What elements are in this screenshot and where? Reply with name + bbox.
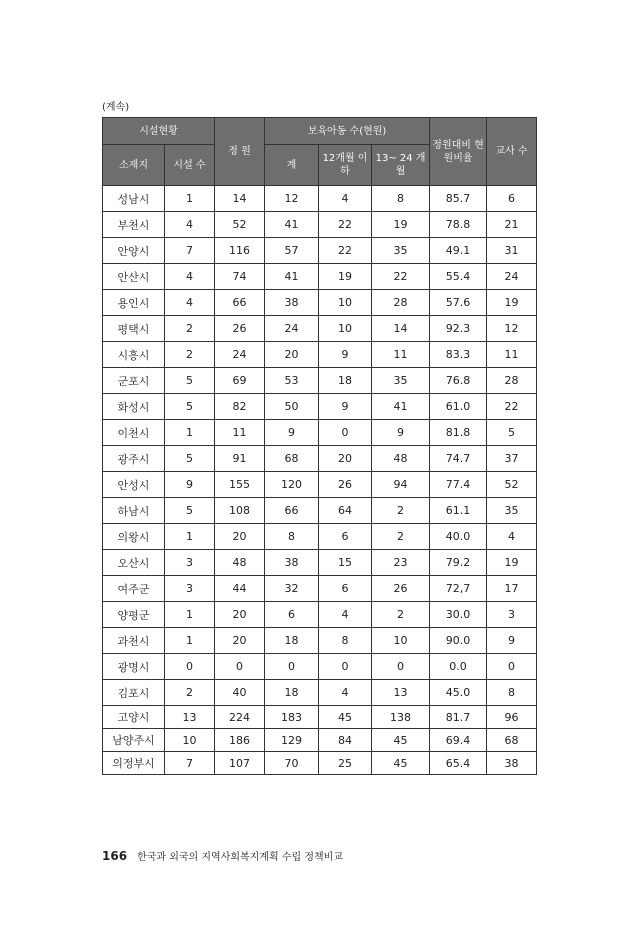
- cell-under-12m: 25: [319, 752, 372, 775]
- page-number: 166: [102, 849, 128, 863]
- cell-capacity: 107: [215, 752, 265, 775]
- cell-ratio: 78.8: [430, 212, 487, 238]
- cell-location: 군포시: [103, 368, 165, 394]
- cell-13-24m: 45: [372, 752, 430, 775]
- header-total: 계: [265, 145, 319, 186]
- cell-under-12m: 0: [319, 654, 372, 680]
- cell-under-12m: 4: [319, 680, 372, 706]
- cell-teachers: 38: [487, 752, 537, 775]
- cell-facility-count: 1: [165, 602, 215, 628]
- table-row: [103, 316, 537, 342]
- cell-capacity: 186: [215, 729, 265, 752]
- cell-13-24m: 94: [372, 472, 430, 498]
- cell-13-24m: 14: [372, 316, 430, 342]
- cell-location: 평택시: [103, 316, 165, 342]
- cell-facility-count: 3: [165, 576, 215, 602]
- cell-location: 여주군: [103, 576, 165, 602]
- cell-facility-count: 5: [165, 446, 215, 472]
- cell-total: 32: [265, 576, 319, 602]
- cell-location: 이천시: [103, 420, 165, 446]
- cell-location: 고양시: [103, 706, 165, 729]
- cell-13-24m: 23: [372, 550, 430, 576]
- cell-teachers: 28: [487, 368, 537, 394]
- cell-under-12m: 4: [319, 186, 372, 212]
- cell-13-24m: 41: [372, 394, 430, 420]
- cell-teachers: 21: [487, 212, 537, 238]
- table-row: [103, 290, 537, 316]
- cell-location: 과천시: [103, 628, 165, 654]
- table-row: [103, 654, 537, 680]
- cell-capacity: 155: [215, 472, 265, 498]
- cell-under-12m: 22: [319, 212, 372, 238]
- cell-ratio: 76.8: [430, 368, 487, 394]
- cell-ratio: 72,7: [430, 576, 487, 602]
- cell-total: 24: [265, 316, 319, 342]
- cell-capacity: 82: [215, 394, 265, 420]
- cell-facility-count: 1: [165, 420, 215, 446]
- cell-teachers: 68: [487, 729, 537, 752]
- cell-13-24m: 0: [372, 654, 430, 680]
- cell-capacity: 74: [215, 264, 265, 290]
- cell-capacity: 14: [215, 186, 265, 212]
- header-facility-status: 시설현황: [103, 118, 215, 145]
- cell-facility-count: 10: [165, 729, 215, 752]
- cell-facility-count: 5: [165, 498, 215, 524]
- cell-under-12m: 18: [319, 368, 372, 394]
- cell-under-12m: 15: [319, 550, 372, 576]
- cell-13-24m: 138: [372, 706, 430, 729]
- cell-facility-count: 0: [165, 654, 215, 680]
- cell-total: 183: [265, 706, 319, 729]
- cell-under-12m: 19: [319, 264, 372, 290]
- header-teachers: 교사 수: [487, 118, 537, 186]
- cell-under-12m: 9: [319, 342, 372, 368]
- cell-ratio: 83.3: [430, 342, 487, 368]
- cell-total: 9: [265, 420, 319, 446]
- cell-teachers: 6: [487, 186, 537, 212]
- cell-total: 66: [265, 498, 319, 524]
- cell-under-12m: 8: [319, 628, 372, 654]
- cell-location: 김포시: [103, 680, 165, 706]
- cell-teachers: 17: [487, 576, 537, 602]
- table-row: [103, 394, 537, 420]
- cell-capacity: 24: [215, 342, 265, 368]
- cell-teachers: 37: [487, 446, 537, 472]
- header-children-current: 보육아동 수(현원): [265, 118, 430, 145]
- cell-facility-count: 7: [165, 752, 215, 775]
- cell-capacity: 40: [215, 680, 265, 706]
- cell-total: 12: [265, 186, 319, 212]
- cell-under-12m: 20: [319, 446, 372, 472]
- cell-under-12m: 10: [319, 316, 372, 342]
- cell-ratio: 81.7: [430, 706, 487, 729]
- cell-location: 안산시: [103, 264, 165, 290]
- cell-capacity: 69: [215, 368, 265, 394]
- table-row: [103, 368, 537, 394]
- cell-capacity: 0: [215, 654, 265, 680]
- cell-facility-count: 4: [165, 264, 215, 290]
- table-row: [103, 472, 537, 498]
- cell-location: 남양주시: [103, 729, 165, 752]
- cell-teachers: 24: [487, 264, 537, 290]
- cell-ratio: 79.2: [430, 550, 487, 576]
- cell-teachers: 22: [487, 394, 537, 420]
- header-location: 소재지: [103, 145, 165, 186]
- cell-ratio: 74.7: [430, 446, 487, 472]
- cell-ratio: 49.1: [430, 238, 487, 264]
- table-row: [103, 212, 537, 238]
- cell-location: 의왕시: [103, 524, 165, 550]
- cell-location: 안성시: [103, 472, 165, 498]
- cell-location: 의정부시: [103, 752, 165, 775]
- cell-capacity: 48: [215, 550, 265, 576]
- cell-ratio: 61.1: [430, 498, 487, 524]
- table-row: [103, 186, 537, 212]
- cell-facility-count: 4: [165, 212, 215, 238]
- cell-total: 57: [265, 238, 319, 264]
- cell-teachers: 8: [487, 680, 537, 706]
- cell-location: 광주시: [103, 446, 165, 472]
- cell-teachers: 5: [487, 420, 537, 446]
- cell-13-24m: 45: [372, 729, 430, 752]
- cell-capacity: 116: [215, 238, 265, 264]
- cell-13-24m: 22: [372, 264, 430, 290]
- cell-facility-count: 2: [165, 316, 215, 342]
- table-row: [103, 706, 537, 729]
- header-capacity: 정 원: [215, 118, 265, 186]
- table-row: [103, 602, 537, 628]
- cell-total: 50: [265, 394, 319, 420]
- cell-under-12m: 26: [319, 472, 372, 498]
- cell-facility-count: 3: [165, 550, 215, 576]
- header-facility-count: 시설 수: [165, 145, 215, 186]
- cell-facility-count: 5: [165, 368, 215, 394]
- cell-capacity: 91: [215, 446, 265, 472]
- cell-location: 하남시: [103, 498, 165, 524]
- cell-13-24m: 28: [372, 290, 430, 316]
- cell-capacity: 20: [215, 602, 265, 628]
- cell-facility-count: 2: [165, 680, 215, 706]
- cell-total: 53: [265, 368, 319, 394]
- cell-location: 안양시: [103, 238, 165, 264]
- cell-facility-count: 2: [165, 342, 215, 368]
- cell-under-12m: 22: [319, 238, 372, 264]
- table-row: [103, 446, 537, 472]
- cell-ratio: 69.4: [430, 729, 487, 752]
- cell-under-12m: 9: [319, 394, 372, 420]
- table-row: [103, 420, 537, 446]
- table-row: [103, 628, 537, 654]
- cell-capacity: 11: [215, 420, 265, 446]
- cell-ratio: 40.0: [430, 524, 487, 550]
- cell-capacity: 26: [215, 316, 265, 342]
- cell-under-12m: 84: [319, 729, 372, 752]
- cell-under-12m: 10: [319, 290, 372, 316]
- cell-total: 68: [265, 446, 319, 472]
- cell-ratio: 85.7: [430, 186, 487, 212]
- cell-under-12m: 6: [319, 576, 372, 602]
- cell-under-12m: 64: [319, 498, 372, 524]
- table-row: [103, 680, 537, 706]
- cell-13-24m: 35: [372, 238, 430, 264]
- cell-location: 용인시: [103, 290, 165, 316]
- cell-total: 18: [265, 628, 319, 654]
- cell-ratio: 77.4: [430, 472, 487, 498]
- cell-teachers: 52: [487, 472, 537, 498]
- cell-ratio: 30.0: [430, 602, 487, 628]
- cell-facility-count: 1: [165, 524, 215, 550]
- table-row: [103, 550, 537, 576]
- cell-facility-count: 9: [165, 472, 215, 498]
- cell-ratio: 57.6: [430, 290, 487, 316]
- table-row: [103, 342, 537, 368]
- cell-ratio: 90.0: [430, 628, 487, 654]
- facility-status-table: [102, 117, 537, 775]
- cell-teachers: 12: [487, 316, 537, 342]
- cell-location: 화성시: [103, 394, 165, 420]
- cell-total: 41: [265, 212, 319, 238]
- cell-teachers: 11: [487, 342, 537, 368]
- cell-under-12m: 4: [319, 602, 372, 628]
- cell-ratio: 65.4: [430, 752, 487, 775]
- table-row: [103, 729, 537, 752]
- cell-total: 18: [265, 680, 319, 706]
- cell-capacity: 108: [215, 498, 265, 524]
- cell-facility-count: 1: [165, 628, 215, 654]
- continued-label: (계속): [102, 102, 130, 113]
- cell-total: 70: [265, 752, 319, 775]
- table-row: [103, 524, 537, 550]
- table-row: [103, 576, 537, 602]
- cell-13-24m: 9: [372, 420, 430, 446]
- cell-total: 6: [265, 602, 319, 628]
- cell-facility-count: 1: [165, 186, 215, 212]
- cell-under-12m: 6: [319, 524, 372, 550]
- cell-13-24m: 26: [372, 576, 430, 602]
- cell-total: 41: [265, 264, 319, 290]
- cell-total: 20: [265, 342, 319, 368]
- table-body: [103, 186, 537, 775]
- cell-teachers: 35: [487, 498, 537, 524]
- cell-under-12m: 0: [319, 420, 372, 446]
- cell-location: 오산시: [103, 550, 165, 576]
- cell-total: 0: [265, 654, 319, 680]
- cell-capacity: 20: [215, 524, 265, 550]
- cell-facility-count: 5: [165, 394, 215, 420]
- cell-total: 8: [265, 524, 319, 550]
- header-ratio: 정원대비 현원비율: [430, 118, 487, 186]
- page-footer: [102, 848, 343, 863]
- cell-ratio: 55.4: [430, 264, 487, 290]
- cell-13-24m: 2: [372, 524, 430, 550]
- cell-teachers: 9: [487, 628, 537, 654]
- cell-teachers: 19: [487, 550, 537, 576]
- cell-ratio: 81.8: [430, 420, 487, 446]
- cell-location: 광명시: [103, 654, 165, 680]
- cell-13-24m: 8: [372, 186, 430, 212]
- cell-ratio: 92.3: [430, 316, 487, 342]
- cell-13-24m: 2: [372, 602, 430, 628]
- cell-facility-count: 4: [165, 290, 215, 316]
- cell-total: 38: [265, 550, 319, 576]
- table-row: [103, 238, 537, 264]
- cell-teachers: 3: [487, 602, 537, 628]
- cell-ratio: 61.0: [430, 394, 487, 420]
- cell-teachers: 0: [487, 654, 537, 680]
- cell-teachers: 19: [487, 290, 537, 316]
- cell-capacity: 20: [215, 628, 265, 654]
- table-row: [103, 264, 537, 290]
- table-row: [103, 752, 537, 775]
- cell-location: 시흥시: [103, 342, 165, 368]
- cell-13-24m: 48: [372, 446, 430, 472]
- cell-13-24m: 2: [372, 498, 430, 524]
- cell-capacity: 224: [215, 706, 265, 729]
- cell-capacity: 44: [215, 576, 265, 602]
- cell-13-24m: 13: [372, 680, 430, 706]
- cell-13-24m: 11: [372, 342, 430, 368]
- cell-ratio: 45.0: [430, 680, 487, 706]
- table-row: [103, 498, 537, 524]
- cell-total: 120: [265, 472, 319, 498]
- cell-ratio: 0.0: [430, 654, 487, 680]
- cell-capacity: 52: [215, 212, 265, 238]
- header-under-12m: 12개월 이하: [319, 145, 372, 186]
- cell-teachers: 31: [487, 238, 537, 264]
- cell-under-12m: 45: [319, 706, 372, 729]
- cell-capacity: 66: [215, 290, 265, 316]
- cell-13-24m: 35: [372, 368, 430, 394]
- cell-facility-count: 7: [165, 238, 215, 264]
- cell-teachers: 4: [487, 524, 537, 550]
- cell-total: 129: [265, 729, 319, 752]
- cell-total: 38: [265, 290, 319, 316]
- footer-title: 한국과 외국의 지역사회복지계획 수립 정책비교: [137, 852, 343, 863]
- cell-location: 부천시: [103, 212, 165, 238]
- header-13-24m: 13~ 24 개월: [372, 145, 430, 186]
- cell-facility-count: 13: [165, 706, 215, 729]
- cell-13-24m: 10: [372, 628, 430, 654]
- cell-location: 양평군: [103, 602, 165, 628]
- cell-location: 성남시: [103, 186, 165, 212]
- cell-13-24m: 19: [372, 212, 430, 238]
- cell-teachers: 96: [487, 706, 537, 729]
